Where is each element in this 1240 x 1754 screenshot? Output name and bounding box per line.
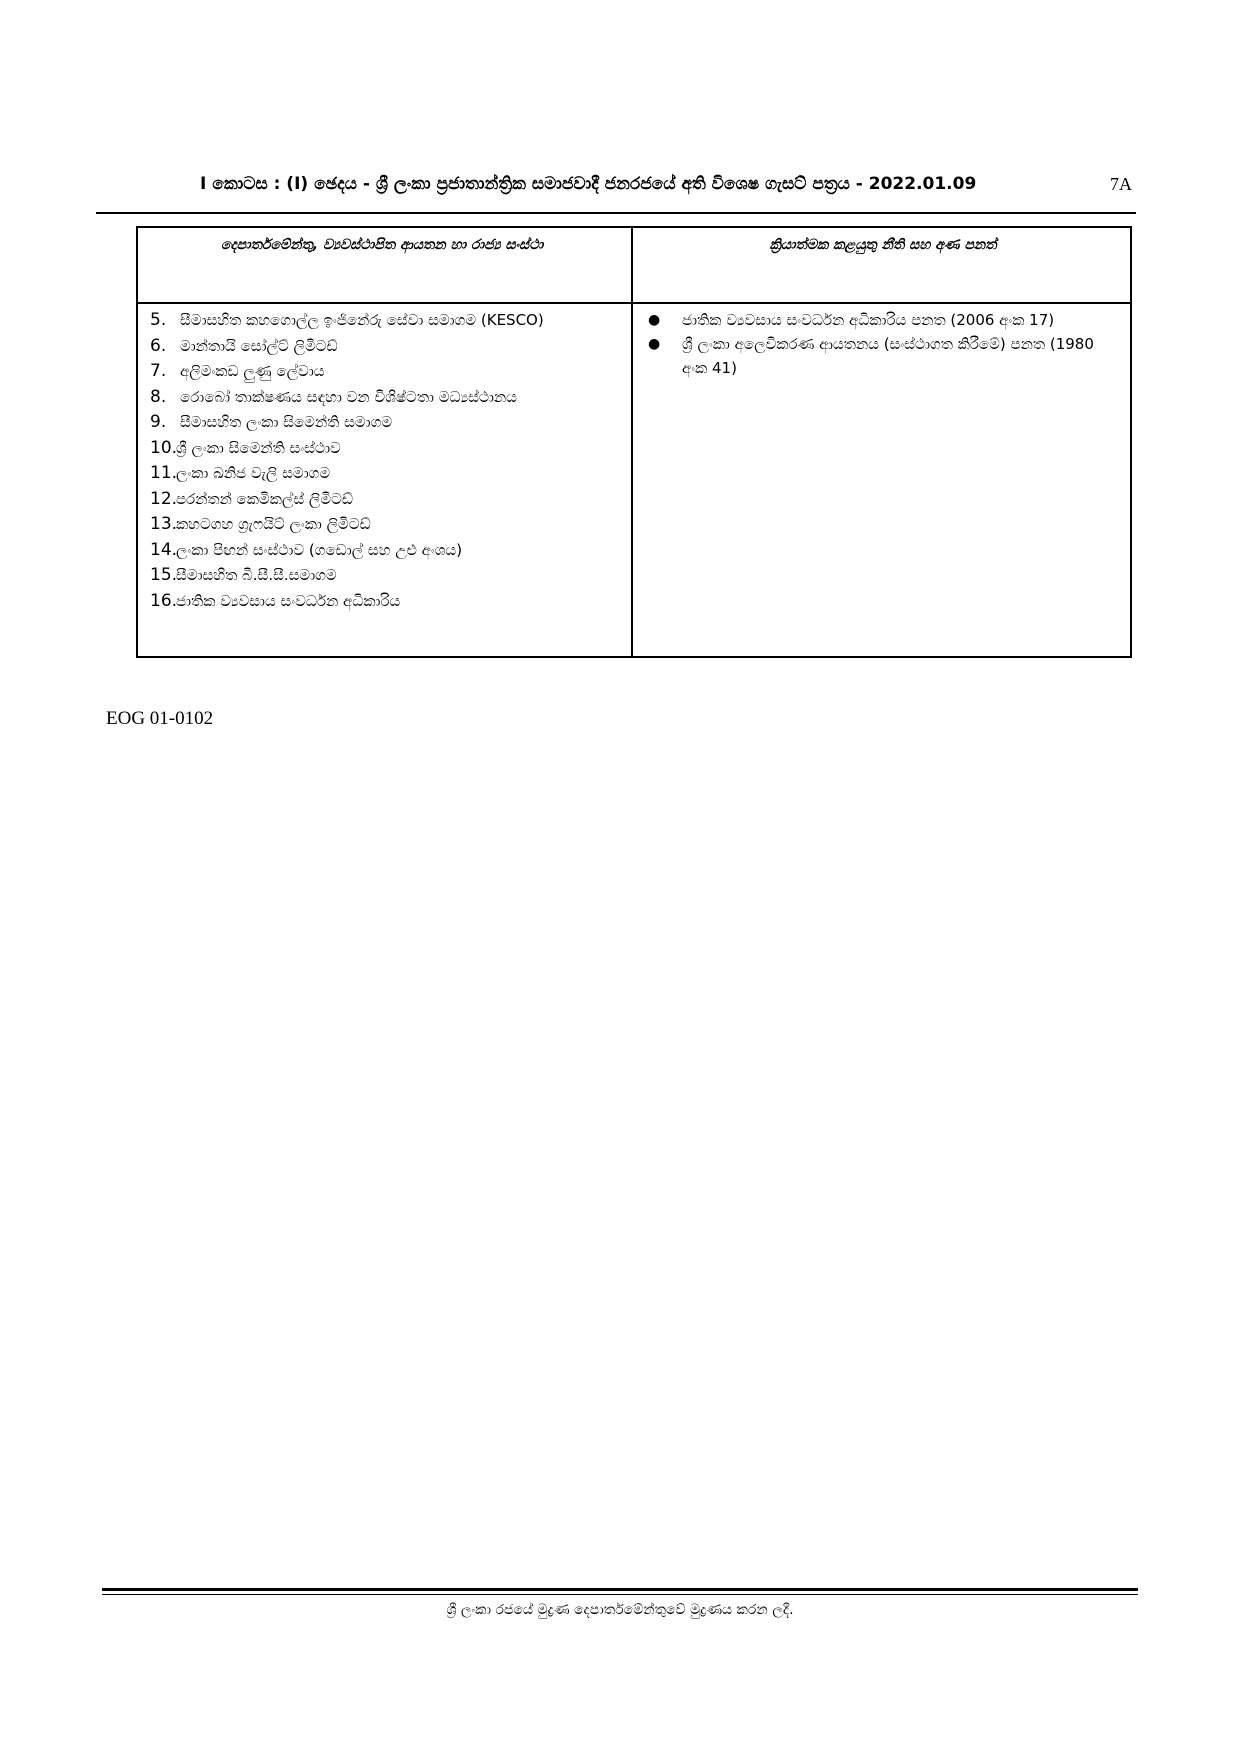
item-text: පරන්තන් කෙමිකල්ස් ලිමිටඩ් [176,489,354,508]
item-number: 12. [150,488,178,509]
list-item [648,332,1118,380]
item-number: 11. [150,463,178,483]
item-text: ශ්‍රී ලංකා සිමෙන්ති සංස්ථාව [176,438,341,457]
list-item [150,487,620,513]
acts-list [648,308,1118,380]
item-text: සීමාසහිත ලංකා සිමෙන්ති සමාගම [180,413,393,431]
column-heading-acts: ක්‍රියාත්මක කළයුතු නීති සහ අණ පනත් [769,237,997,253]
item-text: සීමාසහිත කහගොල්ල ඉංජිනේරු සේවා සමාගම (KESCO) [180,311,544,329]
list-item [150,385,620,411]
header-row-divider [138,302,1130,304]
list-item [150,461,620,487]
item-number: 10. [150,437,178,458]
header-rule [96,212,1136,214]
item-number: 7. [150,361,167,381]
item-number: 5. [150,310,167,330]
list-item [150,308,620,334]
item-text: ජාතික ව්‍යවසාය සංවර්ධන අධිකාරිය [176,591,401,610]
bullet-icon: ● [648,312,661,328]
item-number: 15. [150,565,178,585]
item-text: ලංකා පිඟන් සංස්ථාව (ගඩොල් සහ උළු අංශය) [176,540,463,559]
column-heading-institutions: දෙපාර්තමේන්තු, ව්‍යවස්ථාපිත ආයතන හා රාජ්‍ය සංස්ථා [220,237,544,253]
column-divider [631,228,633,656]
item-number: 13. [150,514,178,534]
list-item [150,334,620,360]
list-item [150,359,620,385]
item-text: මාන්තායි සෝල්ට් ලිමිටඩ් [180,336,338,355]
list-item [150,410,620,436]
item-text: කහටගහ ග්‍රැෆයිට් ලංකා ලිමිටඩ් [176,515,371,533]
item-text: ලංකා ඛනිජ වැලි සමාගම [176,464,331,482]
item-text: ශ්‍රී ලංකා අලෙවිකරණ ආයතනය (සංස්ථාගත කිරීමේ) පනත (1980 අංක 41) [682,335,1094,377]
item-text: රොබෝ තාක්ෂණය සඳහා වන විශිෂ්ටතා මධ්‍යස්ථානය [180,387,517,406]
item-number: 9. [150,412,167,432]
list-item [648,308,1118,332]
item-number: 16. [150,590,178,611]
printer-footer: ශ්‍රී ලංකා රජයේ මුද්‍රණ දෙපාර්තමේන්තුවේ මුද්‍රණය කරන ලදී. [446,1602,794,1618]
item-text: සීමාසහිත බී.සී.සී.සමාගම [176,566,337,584]
page-header [96,172,1132,202]
bullet-icon: ● [648,336,661,352]
list-item [150,512,620,538]
list-item [150,538,620,564]
footer-rule-thin [102,1594,1138,1595]
item-text: ජාතික ව්‍යවසාය සංවර්ධන අධිකාරිය පනත (2006 අංක 17) [682,311,1055,329]
item-number: 6. [150,335,167,356]
list-item [150,563,620,589]
list-item [150,436,620,462]
page-number: 7A [1110,174,1132,194]
eog-code: EOG 01-0102 [106,708,214,729]
schedule-table [136,226,1132,658]
footer-rule [102,1588,1138,1591]
institutions-list [150,308,620,614]
item-text: අලිමංකඩ ලුණු ලේවාය [180,362,325,380]
item-number: 14. [150,539,178,560]
list-item [150,589,620,615]
item-number: 8. [150,386,167,407]
gazette-header-title: I කොටස : (I) ඡෙදය - ශ්‍රී ලංකා ප්‍රජාතාන්ත්‍රික සමාජවාදී ජනරජයේ අති විශෙෂ ගැසට් පත්‍රය - 2022.01.09 [200,174,977,194]
